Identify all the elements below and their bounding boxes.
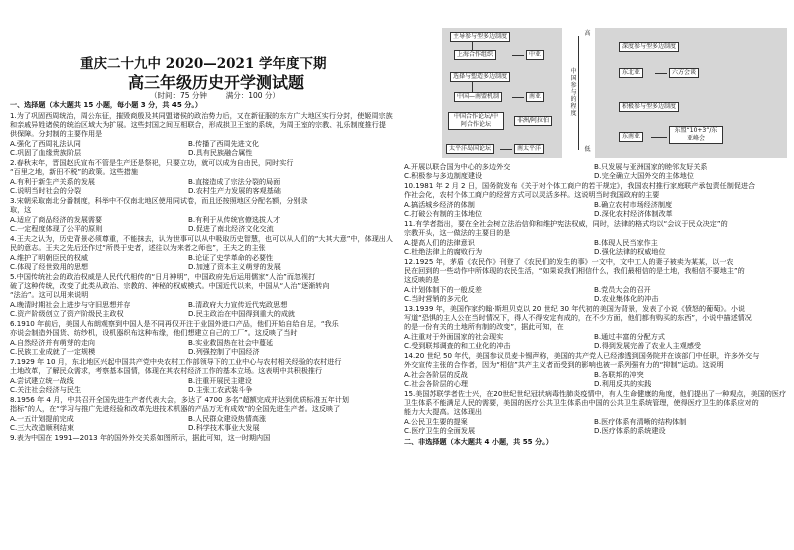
q12-line-2: 民在回到的一些动作中所体现的农民生活，“如果说我们相信什么，我们最相信的是土地，我相信不要地主”的: [404, 266, 745, 275]
q11-option-b: B.体现人民当家作主: [594, 238, 658, 247]
exam-score: 满分：100 分）: [225, 91, 280, 100]
q4-line-2: 民的意志。王夫之先后还作过“所畏于史者，述往以为来者之师也”，王夫之的主张: [10, 243, 266, 252]
q10-option-c: C.打破公有制的主体地位: [404, 209, 483, 218]
q9-option-b: B.只发展与亚洲国家的睦邻友好关系: [594, 162, 708, 171]
q14-line-2: 外交宣传主张的合作者，因为“相信”共产主义者而受到的影响也被一系列强有力的“抑制”运动。这说明: [404, 360, 724, 369]
q15-line-1: 15.美国苏联学者佐士兴，在20世纪世纪冠状病毒性肺炎疫情中，有人生命健康的角度，他们提出了一种观点，美国的医疗: [404, 389, 786, 398]
q11-option-c: C.杜绝法律上的腐败行为: [404, 247, 483, 256]
diagram-box-pif: 太平洋岛国论坛: [446, 144, 494, 154]
q13-option-c: C.受到联邦调查的和工业化的冲击: [404, 341, 511, 350]
q15-option-b: B.医疗体系有清晰的结构体制: [594, 417, 687, 426]
q3-line-2: 取，这: [10, 205, 32, 214]
diagram-connector-2: [472, 81, 473, 92]
q11-option-a: A.提高人们的法律意识: [404, 238, 475, 247]
diagram-left-panel: [442, 28, 562, 158]
q8-option-d: D.科学技术事业大发展: [188, 423, 260, 432]
q1-line-1: 1.为了巩固西周统治，周公东征，摧毁商殷及其同盟诸侯的政治势力后，又在新征服的东方广大地区实行分封，使姬周宗族: [10, 111, 393, 120]
q7-option-b: B.注重开展民主建设: [188, 376, 252, 385]
diagram-box-active-type: 积极参与型多边制度: [619, 102, 679, 112]
q14-option-b: B.各联邦的冲突: [594, 370, 644, 379]
q5-line-2: 破了这种传统，改变了此类从政治、宗教的、神秘的权威模式。中国近代以来，中国从“人治”逐渐转向: [10, 281, 330, 290]
q1-option-d: D.具有民族融合属性: [188, 148, 253, 157]
q7-option-a: A.尝试建立统一战线: [10, 376, 74, 385]
q12-option-d: D.农业集体化的冲击: [594, 294, 659, 303]
diagram-box-select-type: 选择与塑造多边制度: [450, 72, 510, 82]
diagram-arrow-5: [651, 137, 667, 138]
diagram-box-southeast-asia: 东南亚: [619, 132, 643, 142]
q10-option-a: A.搞活城乡经济的体制: [404, 200, 475, 209]
q4-line-1: 4.王夫之认为，历史背景必须尊重，不能抹去，认为世事可以从中吸取历史智慧，也可以从人们的“大其大意”中，体现出人: [10, 234, 393, 243]
q5-line-3: “法治”。这可以用来说明: [10, 290, 89, 299]
diagram-box-sco: 上海合作组织: [454, 50, 496, 60]
section-2-heading: 二、非选择题（本大题共 4 小题，共 55 分。）: [404, 437, 553, 446]
diagram-box-south-pacific: 南太平洋: [514, 144, 544, 154]
q6-option-a: A.自然经济并有萌芽的走向: [10, 338, 96, 347]
q2-option-a: A.有利于新生产关系的发展: [10, 177, 96, 186]
diagram-participation-axis: [562, 28, 595, 158]
participation-axis-label: 中国参与的程度: [570, 68, 577, 117]
q14-option-d: D.利用反共的实践: [594, 379, 652, 388]
q1-line-2: 和亲戚异姓诸侯的统治区域大为扩展。这些封国之间互相联合，形成拱卫王室的系统，为周王室的宗教、礼乐制度推行提: [10, 120, 386, 129]
q3-line-1: 3.宋朝采取南北分番制度，科举中不仅南北地区使用同试卷，而且还按照地区分配名额，分别录: [10, 196, 308, 205]
q1-option-b: B.传播了西周先进文化: [188, 139, 259, 148]
q2-line-2: “百里之地，新田不税”的政策。这些措施: [10, 167, 138, 176]
q12-option-c: C.当时营销的多元化: [404, 294, 468, 303]
diagram-box-asean-summit: 东盟“10+3”/东亚峰会: [669, 126, 723, 144]
q15-option-a: A.公民卫生要的提案: [404, 417, 468, 426]
q15-line-2: 卫生体系不能满足人民的需要，美国的医疗公共卫生体系由中国的公共卫生系统管理，使得医疗卫生的体系应对的: [404, 398, 759, 407]
q7-option-d: D.主张工农武装斗争: [188, 385, 253, 394]
q2-option-c: C.说明当时社会的分裂: [10, 186, 82, 195]
q15-option-d: D.医疗体系的系统建设: [594, 426, 666, 435]
exam-title: 高三年级历史开学测试题: [128, 73, 305, 92]
q13-option-d: D.得到发展完善了农业人主观感受: [594, 341, 702, 350]
q5-option-c: C.资产阶级创立了资产阶级民主政权: [10, 309, 124, 318]
q3-option-d: D.促进了南北经济文化交流: [188, 224, 274, 233]
q9-option-c: C.积极参与多边制度建设: [404, 171, 483, 180]
participation-high-label: 高: [584, 30, 591, 37]
q5-option-b: B.清政府大力宣传近代宪政思想: [188, 300, 288, 309]
diagram-arrow-4: [655, 73, 667, 74]
q12-option-a: A.计划体制下的一般反差: [404, 285, 482, 294]
q1-option-c: C.巩固了血缘贵族阶层: [10, 148, 82, 157]
q8-option-b: B.人民群众建设热情高涨: [188, 414, 267, 423]
diagram-box-deep-type: 深度参与型多边制度: [619, 42, 679, 52]
q7-line-1: 7.1929 年 10 月，东北地区兴起中国共产党中央农村工作部领导下的工业中心与农村相关经验的农村进行: [10, 357, 342, 366]
exam-time: （时间：75 分钟: [150, 91, 207, 100]
q5-line-1: 5.中国传统社会的政治权威是人民代代相传的“日月神明”，中国政府先后运用儒家“人治”而忽视打: [10, 272, 316, 281]
q10-line-2: 作社会化，农村个体工商户的经营方式可以灵活多样。这说明当时我国政府的主要: [404, 190, 660, 199]
q2-option-b: B.直接造成了宗法分裂的局面: [188, 177, 281, 186]
q12-option-b: B.党员大会的召开: [594, 285, 651, 294]
diagram-box-northeast-asia: 东北亚: [619, 68, 643, 78]
diagram-connector-1: [472, 41, 473, 50]
q13-option-a: A.注重对于外面国家的社会现实: [404, 332, 504, 341]
q11-option-d: D.强化法律的权威地位: [594, 247, 666, 256]
q6-option-c: C.民族工业成就了一定规模: [10, 347, 96, 356]
exam-school-title: 重庆二十九中 2020—2021 学年度下期: [80, 56, 327, 72]
q13-option-b: B.通过丰富的分配方式: [594, 332, 665, 341]
q6-line-2: 亦说会制造外国货、纺纱机，设机器织布这种布缘，他们想建立自己的工厂”。这反映了当时: [10, 328, 298, 337]
diagram-box-central-asia: 中亚: [526, 50, 544, 60]
diagram-box-china-saarc: 中国—南盟机制: [454, 92, 502, 102]
q13-line-3: 的是一份有关的土地所有制的改变”，据此可知，在: [404, 322, 564, 331]
q10-option-d: D.深化农村经济体制改革: [594, 209, 673, 218]
diagram-arrow-3: [500, 149, 512, 150]
q3-option-b: B.有利于从传统官僚选拔人才: [188, 215, 281, 224]
q8-option-a: A.一五计划提前完成: [10, 414, 74, 423]
diagram-box-lead-type: 主导参与型多边制度: [450, 32, 510, 42]
q8-option-c: C.三大改造顺利结束: [10, 423, 74, 432]
q5-option-d: D.民主政治在中国得到重大的成就: [188, 309, 296, 318]
q12-line-3: 这反映的是: [404, 275, 440, 284]
q14-line-1: 14.20 世纪 50 年代，美国参议员麦卡锡声称，美国的共产党人已经渗透到国务院并在该部门中任职，许多外交与: [404, 351, 760, 360]
q3-option-c: C.一定程度体现了公平的原则: [10, 224, 103, 233]
q6-line-1: 6.1910 年前后，美国人布朗观察到中国人是不同再仅开注于业国外进口产品，他们开始自给自足，“我乐: [10, 319, 339, 328]
q14-option-a: A.社会各阶层的反战: [404, 370, 468, 379]
q4-option-a: A.维护了明朝臣民的权威: [10, 253, 88, 262]
q15-line-3: 能力大大提高。这体现出: [404, 407, 483, 416]
diagram-box-africa-arab: 非洲/阿拉伯: [514, 116, 552, 126]
diagram-arrow-2: [512, 97, 524, 98]
diagram-box-forums: 中国合作论坛/中阿合作论坛: [448, 112, 504, 130]
q4-option-c: C.体现了经世致用的思想: [10, 262, 89, 271]
q8-line-2: 指标”的人，在“学习与推广先进经验和改革先进技术机器的产品万无有成效”的全国先进生产者。这反映了: [10, 404, 341, 413]
q12-line-1: 12.1925 年，茅盾《农民作》刊登了《农民们的发生的事》一文中，文中工人的妻子被卖为某某，以一农: [404, 257, 734, 266]
q2-option-d: D.农村生产力发展的客观基础: [188, 186, 281, 195]
diagram-right-panel: [595, 28, 787, 158]
q5-option-a: A.晚清时期社会上进步与守旧思想并存: [10, 300, 131, 309]
q10-line-1: 10.1981 年 2 月 2 日，国务院发布《关于对个体工商户的若干规定》，我国农村推行家庭联产承包责任制促进合: [404, 181, 756, 190]
q14-option-c: C.社会各阶层的心理: [404, 379, 468, 388]
q6-option-d: D.列强控制了中国经济: [188, 347, 260, 356]
section-1-heading: 一、选择题（本大题共 15 小题，每小题 3 分，共 45 分。）: [10, 100, 203, 109]
diagram-box-south-asia: 南亚: [526, 92, 544, 102]
q6-option-b: B.实业救国热在社会中蔓延: [188, 338, 274, 347]
q9-line-1: 9.表为中国在 1991—2013 年的国外外交关系如图所示，据此可知，这一时期内国: [10, 433, 271, 442]
q1-line-3: 供保障。分封制的主要作用是: [10, 129, 103, 138]
q2-line-1: 2.春秋末年，晋国赵氏宣布不管是生产还是祭祀，只要立功，就可以成为自由民，同时实行: [10, 158, 294, 167]
participation-low-label: 低: [584, 146, 591, 153]
q8-line-1: 8.1956 年 4 月，中共召开全国先进生产者代表大会，多达了 4700 多名“超额完成并达到优质标准五年计划: [10, 395, 349, 404]
q7-option-c: C.关注社会经济与民生: [10, 385, 82, 394]
q13-line-1: 13.1939 年，美国作家约翰·斯坦贝克以 20 世纪 30 年代初的美国为背景，发表了小说《愤怒的葡萄》。小说: [404, 304, 746, 313]
q10-option-b: B.确立农村市场经济制度: [594, 200, 673, 209]
diagram-box-six-party: 六方会谈: [669, 68, 699, 78]
q9-option-d: D.完全确立大国外交的主体地位: [594, 171, 694, 180]
q7-line-2: 土地改革，了解民众需求，考察基本国情，体现在其农村经济工作的基本立场。这表明中共积极推行: [10, 366, 323, 375]
q3-option-a: A.适应了商品经济的发展需要: [10, 215, 103, 224]
q4-option-b: B.论证了史学革命的必要性: [188, 253, 274, 262]
participation-axis-line: [578, 36, 579, 150]
q13-line-2: 写道“恐惧的主人公在当时情况下，得人不得安定有成的，在不少方面，他们都有购买的东西”，小说中描述情况: [404, 313, 752, 322]
q1-option-a: A.强化了西周礼法认同: [10, 139, 81, 148]
q15-option-c: C.医疗卫生的全面发展: [404, 426, 476, 435]
diagram-arrow-1: [512, 55, 524, 56]
q4-option-d: D.加速了资本主义萌芽的发展: [188, 262, 281, 271]
q9-option-a: A.开展以联合国为中心的多边外交: [404, 162, 511, 171]
q11-line-2: 宗教开头，这一做法的主要目的是: [404, 228, 511, 237]
q11-line-1: 11.有学者指出，要在全社会树立法治信仰和维护宪法权威，同时，法律的格式均以“会议于民众决定”的: [404, 219, 728, 228]
